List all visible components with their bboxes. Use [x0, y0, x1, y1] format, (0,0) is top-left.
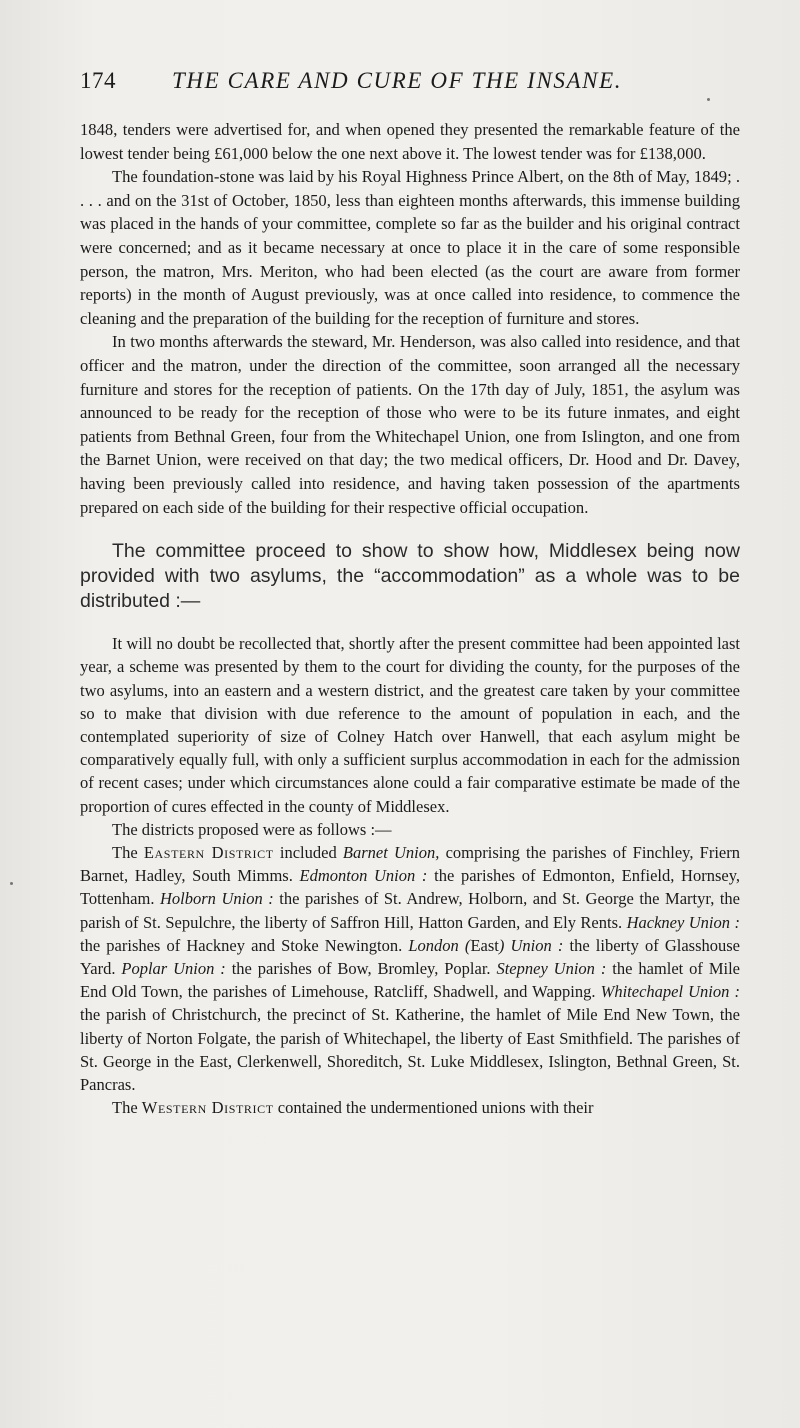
western-district-heading: Western District [141, 1098, 274, 1118]
paragraph-steward: In two months afterwards the steward, Mr. Henderson, was also called into residence, and that officer and the matron, under the direction of the committee, soon arranged all the necessary furniture and stores for the reception of patients. On the 17th day of July, 1851, the asylum was announced to be ready for the reception of those who were to be its future inmates, and eight patients from Bethnal Green, four from the Whitechapel Union, one from Islington, and one from the Barnet Union, were received on that day; the two medical officers, Dr. Hood and Dr. Davey, having been previously called into residence, and having taken possession of the apartments prepared on each side of the building for their respective official occupation. [80, 332, 740, 517]
union-name: ) Union : [498, 935, 564, 955]
body-text [80, 118, 740, 1119]
union-name: Edmonton Union : [299, 866, 428, 886]
paragraph-foundation-stone: The foundation-stone was laid by his Royal Highness Prince Albert, on the 8th of May, 1849; . . . . and on the 31st of October, 1850, less than eighteen months afterwards, this immense building was placed in the hands of your committee, complete so far as the builder and his original contract were concerned; and as it became necessary at once to place it in the care of some responsible person, the matron, Mrs. Meriton, who had been elected (as the court are aware from former reports) in the month of August previously, was at once called into residence, to commence the cleaning and the preparation of the building for the reception of furniture and stores. [80, 167, 741, 328]
union-name: Holborn Union : [160, 889, 274, 909]
paragraph-tenders: 1848, tenders were advertised for, and when opened they presented the remarkable feature of the lowest tender being £61,000 below the one next above it. The lowest tender was for £138,000. [80, 120, 740, 163]
eastern-district-heading: Eastern District [143, 842, 274, 862]
page-number: 174 [80, 68, 116, 93]
union-name: Stepney Union : [496, 958, 607, 978]
union-name-east: East [470, 935, 499, 955]
union-name: Barnet Union, [342, 842, 440, 862]
running-head [80, 68, 760, 108]
union-name: Poplar Union : [121, 958, 226, 978]
paragraph-districts-intro: The districts proposed were as follows :— [112, 819, 392, 839]
committee-note: The committee proceed to show to show how, Middlesex being now provided with two asylums, the “accommodation” as a whole was to be distributed :— [80, 540, 740, 613]
paragraph-eastern-district: The Eastern District included Barnet Union, comprising the parishes of Finchley, Friern Barnet, Hadley, South Mimms. Edmonton Union : the parishes of Edmonton, Enfield, Hornsey, Tottenham. Holborn Union : the parishes of St. Andrew, Holborn, and St. George the Martyr, the parish of St. Sepulchre, the liberty of Saffron Hill, Hatton Garden, and Ely Rents. Hackney Union : the parishes of Hackney and Stoke Newington. London (East) Union : the liberty of Glasshouse Yard. Poplar Union : the parishes of Bow, Bromley, Poplar. Stepney Union : the hamlet of Mile End Old Town, the parishes of Limehouse, Ratcliff, Shadwell, and Wapping. Whitechapel Union : the parish of Christchurch, the precinct of St. Katherine, the hamlet of Mile End New Town, the liberty of Norton Folgate, the parish of Whitechapel, the liberty of East Smithfield. The parishes of St. George in the East, Clerkenwell, Shoreditch, St. Luke Middlesex, Islington, Bethnal Green, St. Pancras. [80, 842, 741, 1094]
union-name: Whitechapel Union : [600, 982, 740, 1002]
paper-speck [707, 98, 710, 101]
paper-speck [10, 882, 13, 885]
running-title: THE CARE AND CURE OF THE INSANE. [172, 68, 623, 93]
union-name: London ( [408, 935, 471, 955]
paragraph-western-district: The Western District contained the undermentioned unions with their [112, 1098, 594, 1118]
paragraph-division-scheme: It will no doubt be recollected that, shortly after the present committee had been appointed last year, a scheme was presented by them to the court for dividing the county, for the purposes of the two asylums, into an eastern and a western district, and the greatest care taken by your committee so to make that division with due reference to the amount of population in each, and the contemplated superiority of size of Colney Hatch over Hanwell, that each asylum might be comparatively equally full, with only a sufficient surplus accommodation in each for the admission of recent cases; under which circumstances alone could a fair comparative estimate be made of the proportion of cures effected in the county of Middlesex. [80, 634, 740, 816]
union-name: Hackney Union : [626, 912, 740, 932]
